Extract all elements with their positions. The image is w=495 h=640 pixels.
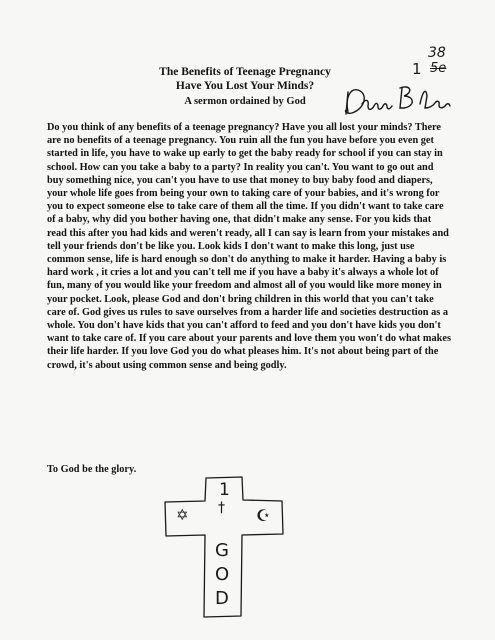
document-byline: A sermon ordained by God: [184, 96, 306, 107]
handwritten-note-top: 38: [428, 45, 446, 61]
document-title: The Benefits of Teenage Pregnancy: [159, 66, 331, 78]
closing-line: To God be the glory.: [47, 464, 137, 475]
sermon-body: Do you think of any benefits of a teenage pregnancy? Have you all lost your minds? There are no benefits of a teenage pregnancy. You ruin all the fun you have before you even get started in life, you have to wake up early to get the baby ready for school if you can stay in school. How can you take a baby to a party? In reality you can't. You want to go out and buy something nice, you can't you have to use that money to buy baby food and diapers, your whole life goes from being your own to taking care of your babies, and it's wrong for you to expect someone else to take care of them all the time. If you didn't want to take care of a baby, why did you bother having one, that didn't make any sense. For you kids that read this after you had kids and weren't ready, all I can say is learn from your mistakes and tell your friends don't be like you. Look kids I don't want to make this long, just use common sense, life is hard enough so don't do anything to make it harder. Having a baby is hard work , it cries a lot and you can't tell me if you have a baby it's always a whole lot of fun, many of you would like your freedom and almost all of you would like more money in your pocket. Look, please God and don't bring children in this world that you can't take care of. God gives us rules to save ourselves from a harder life and societies destruction as a whole. You don't have kids that you can't afford to feed and you don't have kids you don't want to take care of. If you care about your parents and love them you won't do what makes their life harder. If you love God you do what pleases him. It's not about being part of the crowd, it's about using common sense and being godly.: [47, 122, 451, 371]
handwritten-note-bottom: 5e: [430, 61, 447, 76]
crescent-moon-icon: ☪: [256, 506, 271, 525]
cross-center-symbol: †: [218, 500, 225, 516]
signature: [345, 87, 450, 114]
cross-letter-o: O: [215, 564, 230, 585]
star-of-david-icon: ✡: [176, 506, 189, 524]
cross-letter-d: D: [215, 588, 229, 609]
document-subtitle: Have You Lost Your Minds?: [175, 80, 315, 92]
cross-letter-g: G: [215, 540, 229, 561]
cross-number-one: 1: [219, 480, 230, 500]
handwritten-page-mark: 1: [412, 60, 422, 78]
